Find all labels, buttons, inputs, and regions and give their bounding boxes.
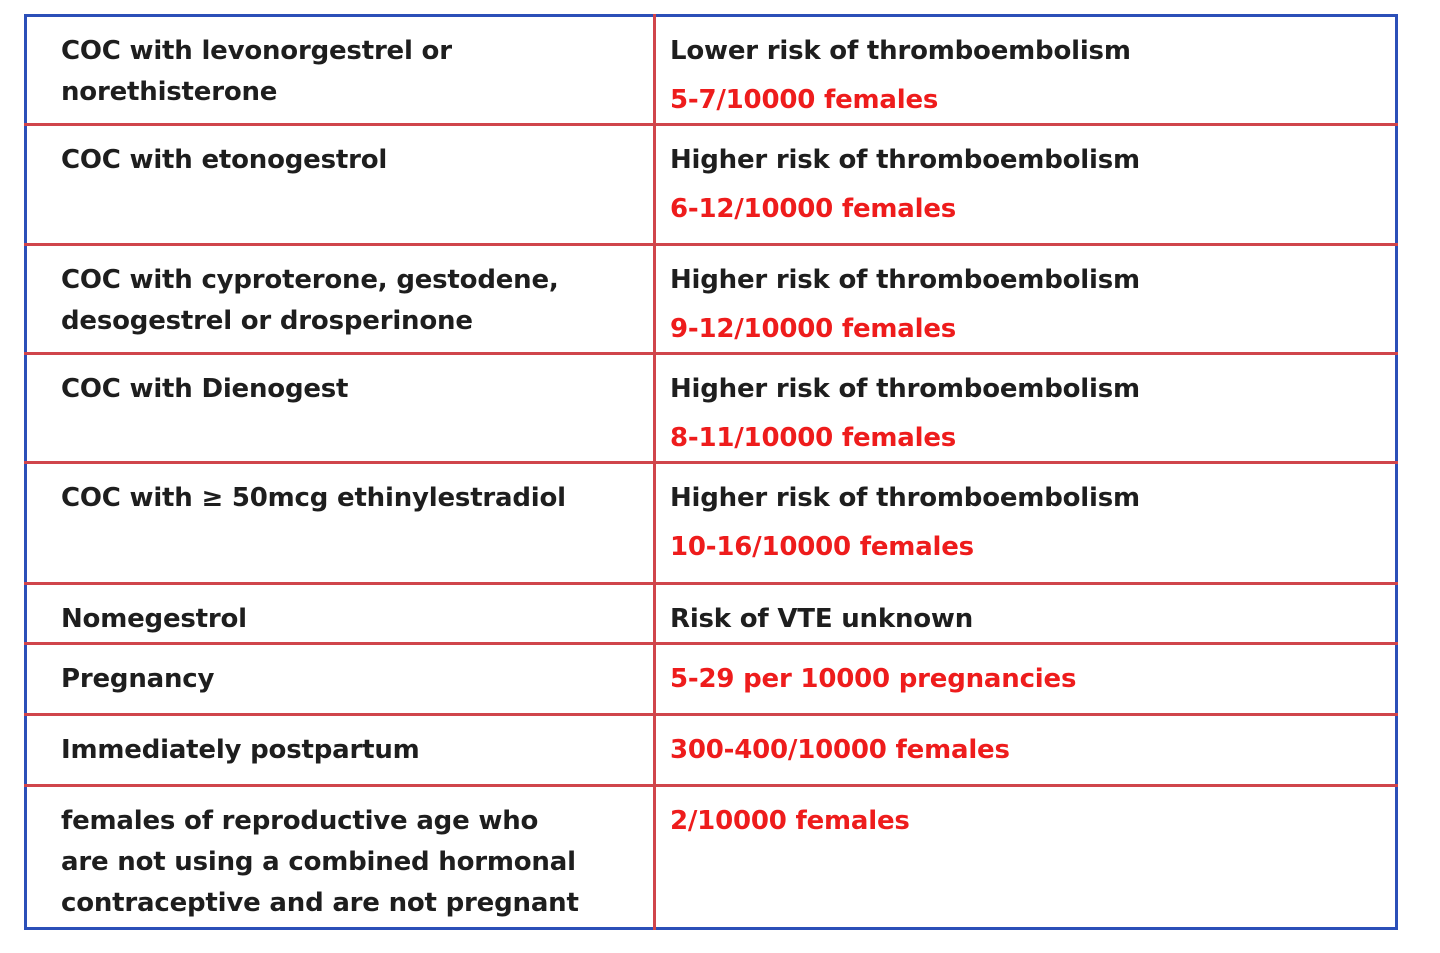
risk-value: 2/10000 females <box>670 806 910 837</box>
table-row <box>26 125 1397 245</box>
risk-cell <box>655 463 1397 583</box>
thromboembolism-risk-table <box>24 14 1398 930</box>
risk-value: 9-12/10000 females <box>670 314 957 345</box>
condition-text: Immediately postpartum <box>61 734 420 765</box>
condition-cell <box>26 583 655 643</box>
risk-cell <box>655 16 1397 125</box>
table-row <box>26 245 1397 354</box>
table-row <box>26 583 1397 643</box>
risk-label: Higher risk of thromboembolism <box>670 483 1140 514</box>
risk-value: 6-12/10000 females <box>670 194 957 225</box>
risk-label: Higher risk of thromboembolism <box>670 145 1140 176</box>
risk-cell <box>655 643 1397 714</box>
risk-value: 8-11/10000 females <box>670 423 957 454</box>
table-row <box>26 714 1397 785</box>
risk-cell <box>655 786 1397 929</box>
risk-cell <box>655 125 1397 245</box>
risk-value: 5-29 per 10000 pregnancies <box>670 663 1077 694</box>
condition-text: COC with cyproterone, gestodene, desogestrel or drosperinone <box>61 265 559 337</box>
condition-cell <box>26 16 655 125</box>
condition-text: females of reproductive age who are not using a combined hormonal contraceptive and are not pregnant <box>61 806 579 919</box>
risk-value: 5-7/10000 females <box>670 85 939 115</box>
condition-text: COC with Dienogest <box>61 374 349 405</box>
condition-text: Pregnancy <box>61 663 215 694</box>
condition-cell <box>26 643 655 714</box>
risk-cell <box>655 583 1397 643</box>
table-row <box>26 786 1397 929</box>
condition-text: COC with ≥ 50mcg ethinylestradiol <box>61 483 566 514</box>
risk-label: Higher risk of thromboembolism <box>670 374 1140 405</box>
risk-cell <box>655 245 1397 354</box>
condition-cell <box>26 354 655 463</box>
risk-value: 10-16/10000 females <box>670 532 974 563</box>
risk-cell <box>655 354 1397 463</box>
risk-label: Lower risk of thromboembolism <box>670 36 1131 66</box>
condition-text: COC with levonorgestrel or norethisterone <box>61 36 452 107</box>
condition-cell <box>26 463 655 583</box>
risk-label: Higher risk of thromboembolism <box>670 265 1140 296</box>
risk-value: 300-400/10000 females <box>670 734 1010 765</box>
condition-cell <box>26 125 655 245</box>
condition-text: COC with etonogestrol <box>61 145 388 176</box>
condition-cell <box>26 245 655 354</box>
table-row <box>26 16 1397 125</box>
risk-label: Risk of VTE unknown <box>670 603 974 634</box>
risk-cell <box>655 714 1397 785</box>
condition-text: Nomegestrol <box>61 603 247 634</box>
condition-cell <box>26 786 655 929</box>
table-row <box>26 463 1397 583</box>
condition-cell <box>26 714 655 785</box>
table-row <box>26 354 1397 463</box>
table-row <box>26 643 1397 714</box>
